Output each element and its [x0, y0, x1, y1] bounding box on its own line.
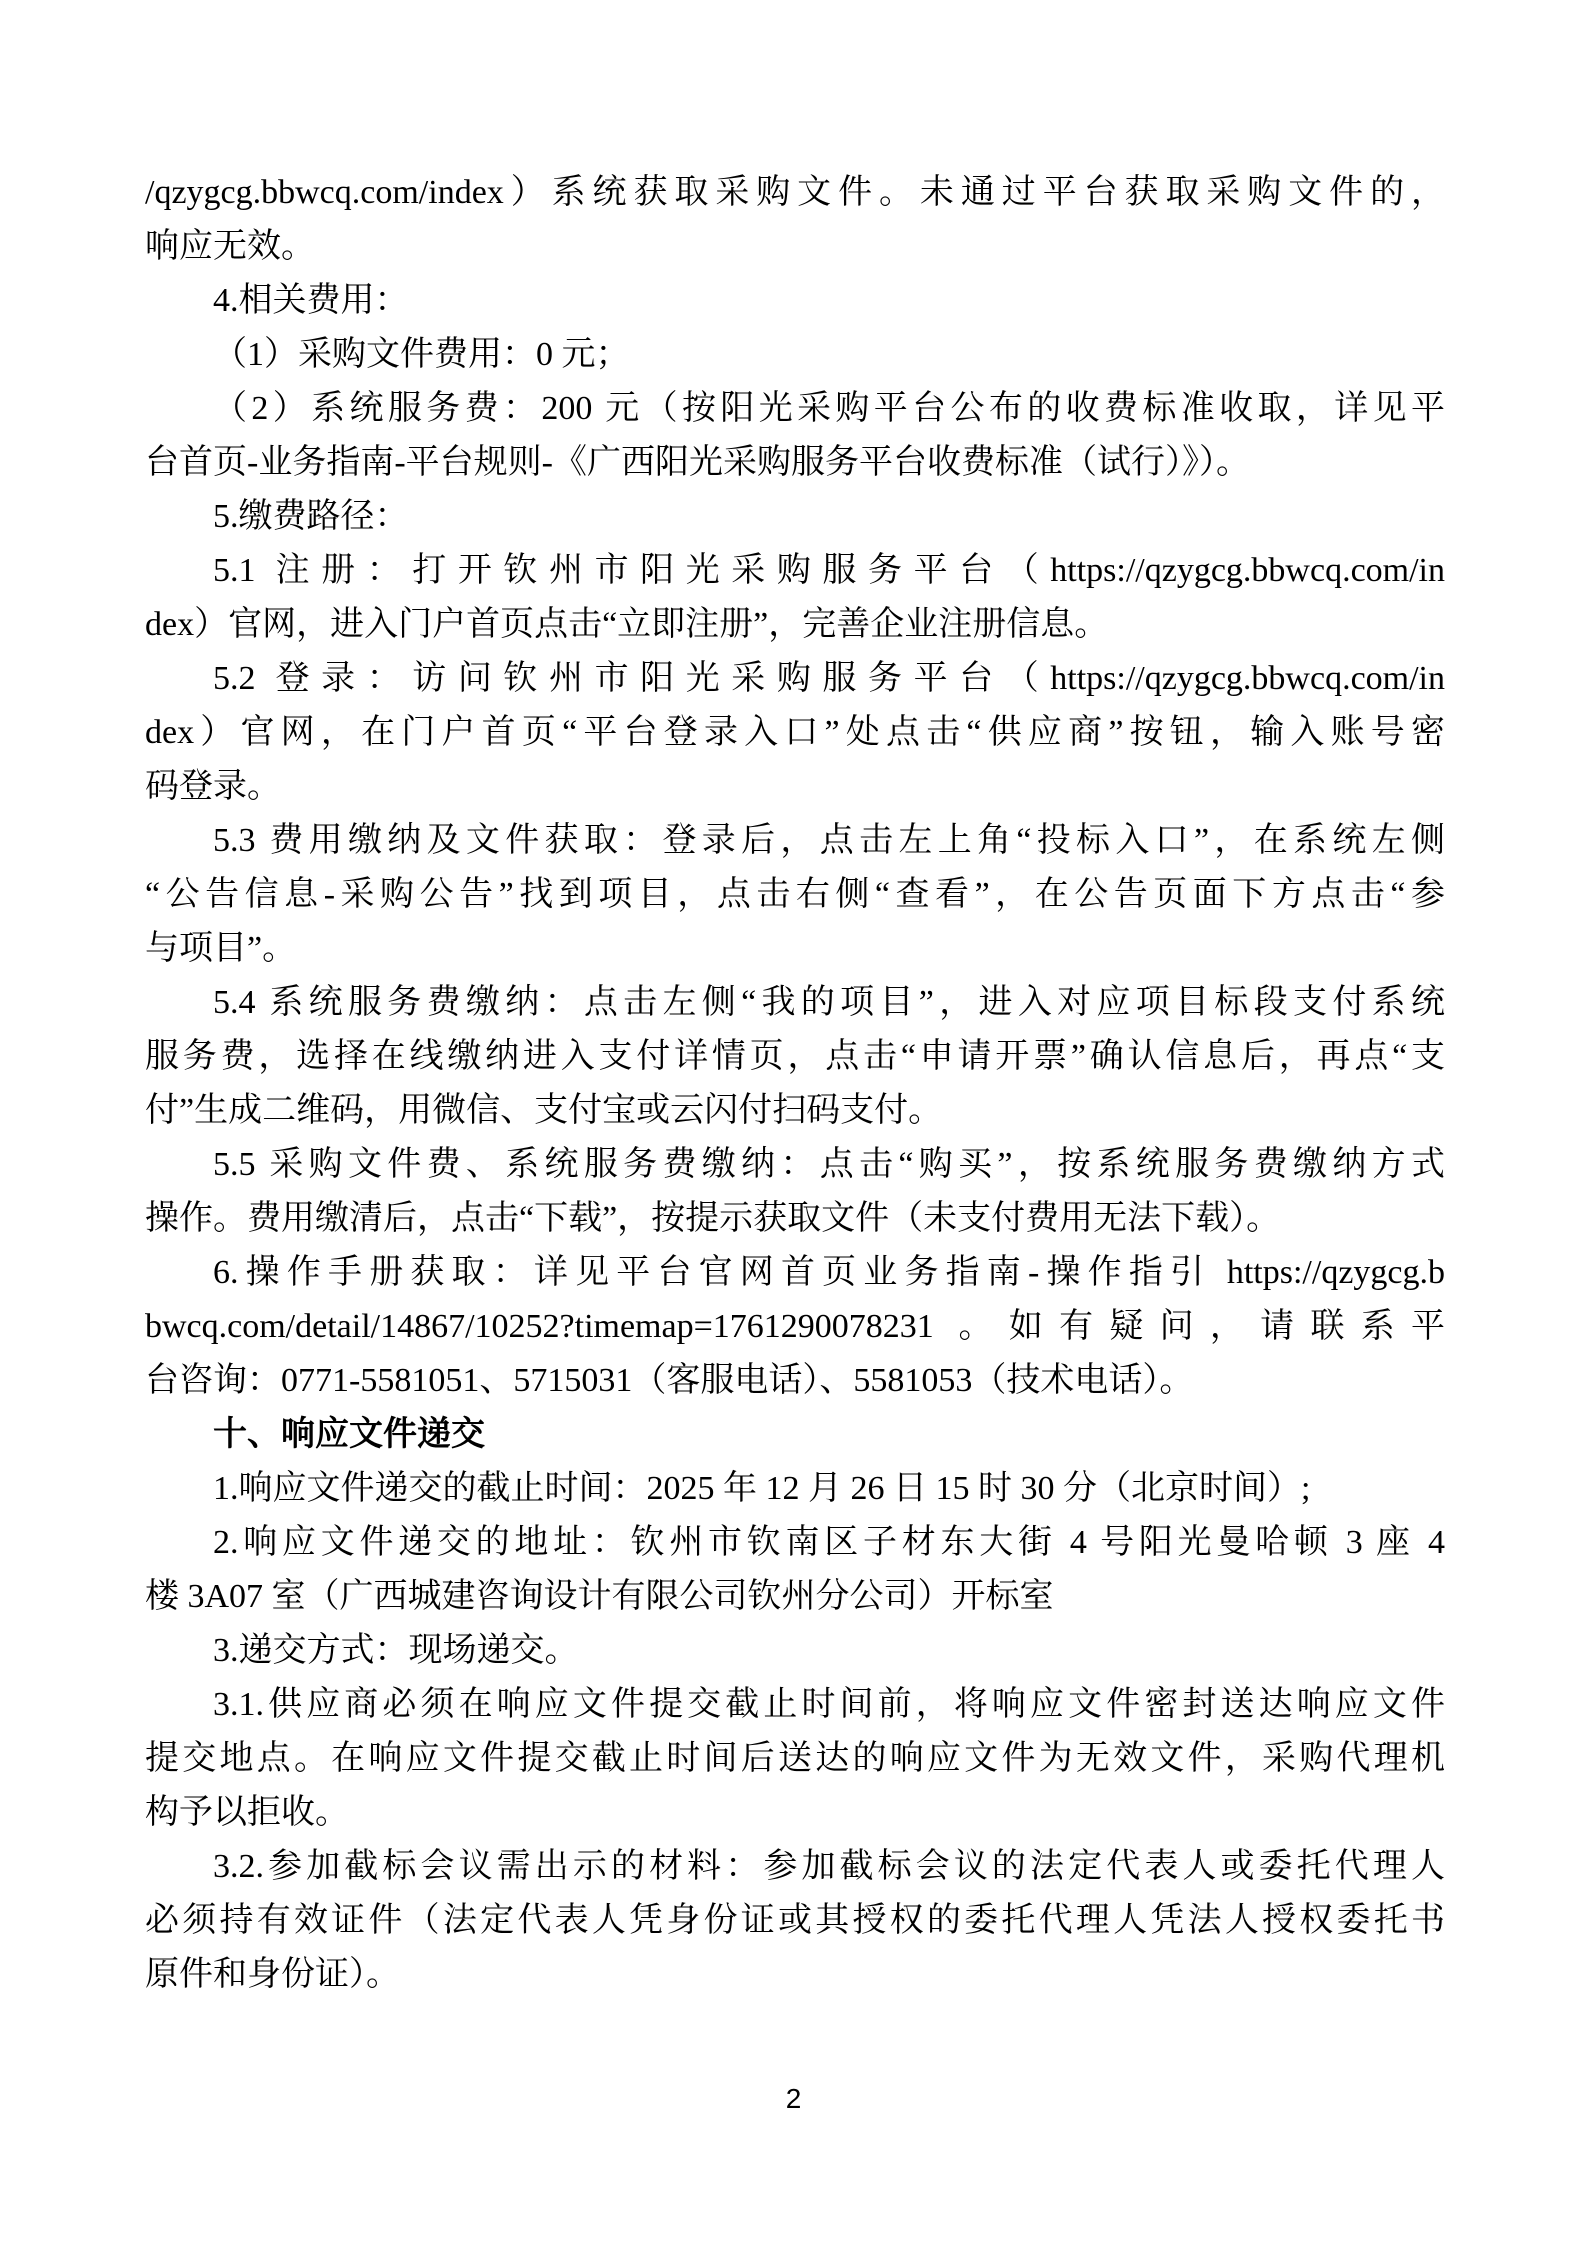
text-line: 必须持有效证件（法定代表人凭身份证或其授权的委托代理人凭法人授权委托书	[145, 1902, 1445, 1939]
text-line: 6.操作手册获取：详见平台官网首页业务指南-操作指引 https://qzygcg.b	[213, 1254, 1445, 1291]
section-heading: 十、响应文件递交	[213, 1416, 485, 1453]
text-line: 3.1.供应商必须在响应文件提交截止时间前，将响应文件密封送达响应文件	[213, 1686, 1445, 1723]
text-line: 5.缴费路径：	[213, 498, 409, 535]
text-line: 构予以拒收。	[145, 1794, 349, 1831]
document-body	[145, 166, 1445, 2002]
text-line: 付”生成二维码，用微信、支付宝或云闪付扫码支付。	[145, 1092, 943, 1129]
text-line: 2.响应文件递交的地址：钦州市钦南区子材东大街 4 号阳光曼哈顿 3 座 4	[213, 1524, 1445, 1561]
text-line: bwcq.com/detail/14867/10252?timemap=1761290078231 。如有疑问，请联系平	[145, 1308, 1445, 1345]
text-line: dex）官网，进入门户首页点击“立即注册”，完善企业注册信息。	[145, 606, 1109, 643]
text-line: 与项目”。	[145, 930, 297, 967]
text-line: 5.2 登录：访问钦州市阳光采购服务平台（https://qzygcg.bbwcq.com/in	[213, 660, 1445, 697]
text-line: 5.5 采购文件费、系统服务费缴纳：点击“购买”，按系统服务费缴纳方式	[213, 1146, 1445, 1183]
text-line: 1.响应文件递交的截止时间：2025 年 12 月 26 日 15 时 30 分（北京时间）;	[213, 1470, 1311, 1507]
text-line: 服务费，选择在线缴纳进入支付详情页，点击“申请开票”确认信息后，再点“支	[145, 1038, 1445, 1075]
text-line: 4.相关费用：	[213, 282, 409, 319]
text-line: 提交地点。在响应文件提交截止时间后送达的响应文件为无效文件，采购代理机	[145, 1740, 1445, 1777]
text-line: 5.4 系统服务费缴纳：点击左侧“我的项目”，进入对应项目标段支付系统	[213, 984, 1445, 1021]
text-line: 楼 3A07 室（广西城建咨询设计有限公司钦州分公司）开标室	[145, 1578, 1054, 1615]
text-line: 操作。费用缴清后，点击“下载”，按提示获取文件（未支付费用无法下载）。	[145, 1200, 1281, 1237]
text-line: 响应无效。	[145, 228, 315, 265]
text-line: “公告信息-采购公告”找到项目，点击右侧“查看”，在公告页面下方点击“参	[145, 876, 1445, 913]
text-line: （1）采购文件费用：0 元；	[213, 336, 630, 373]
text-line: 原件和身份证）。	[145, 1956, 400, 1993]
text-line: /qzygcg.bbwcq.com/index）系统获取采购文件。未通过平台获取采购文件的，	[145, 174, 1445, 211]
text-line: 5.1 注册：打开钦州市阳光采购服务平台（https://qzygcg.bbwcq.com/in	[213, 552, 1445, 589]
text-line: 台首页-业务指南-平台规则-《广西阳光采购服务平台收费标准（试行）》）。	[145, 444, 1250, 481]
text-line: 3.递交方式：现场递交。	[213, 1632, 579, 1669]
text-line: 台咨询：0771-5581051、5715031（客服电话）、5581053（技术电话）。	[145, 1362, 1194, 1399]
page-number: 2	[785, 2083, 802, 2114]
text-line: 码登录。	[145, 768, 281, 805]
text-line: （2）系统服务费：200 元（按阳光采购平台公布的收费标准收取，详见平	[213, 390, 1445, 427]
text-line: 5.3 费用缴纳及文件获取：登录后，点击左上角“投标入口”，在系统左侧	[213, 822, 1445, 859]
text-line: dex）官网，在门户首页“平台登录入口”处点击“供应商”按钮，输入账号密	[145, 714, 1445, 751]
text-line: 3.2.参加截标会议需出示的材料：参加截标会议的法定代表人或委托代理人	[213, 1848, 1445, 1885]
